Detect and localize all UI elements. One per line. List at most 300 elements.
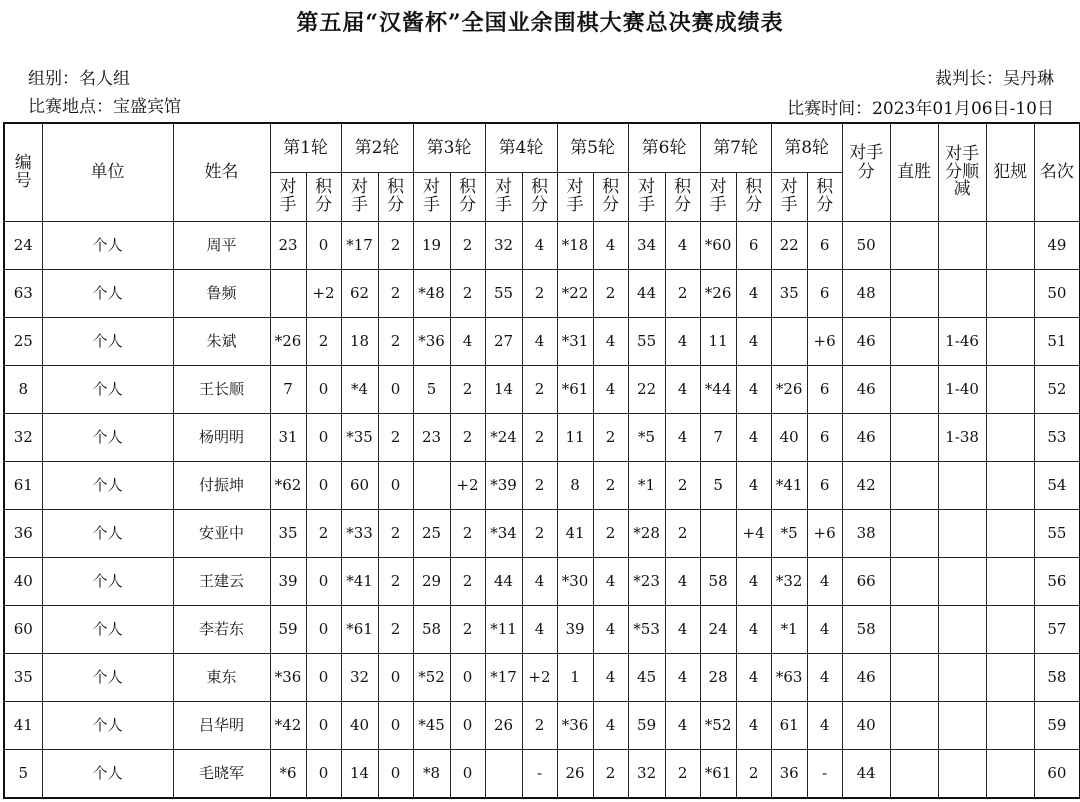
table-row — [4, 462, 1080, 510]
header-round-7-opponent: 对手 — [700, 173, 736, 222]
cell-opponent-score: 38 — [842, 510, 890, 558]
cell-round-7-points: 6 — [736, 222, 771, 270]
header-unit: 单位 — [42, 123, 173, 222]
cell-round-1-points: +2 — [306, 270, 341, 318]
cell-player-name: 毛晓军 — [173, 750, 270, 799]
cell-round-7-opponent: 28 — [700, 654, 736, 702]
cell-round-8-opponent: 40 — [771, 414, 807, 462]
cell-round-8-opponent: *26 — [771, 366, 807, 414]
cell-foul — [986, 558, 1034, 606]
header-round-2-points: 积分 — [378, 173, 413, 222]
cell-round-4-points: 4 — [522, 558, 557, 606]
cell-round-4-points: 2 — [522, 270, 557, 318]
cell-round-5-opponent: *61 — [557, 366, 593, 414]
cell-round-1-points: 2 — [306, 510, 341, 558]
cell-foul — [986, 750, 1034, 799]
cell-round-2-opponent: 14 — [341, 750, 378, 799]
cell-round-7-points: 4 — [736, 414, 771, 462]
cell-opponent-score: 66 — [842, 558, 890, 606]
cell-round-4-opponent: 27 — [485, 318, 522, 366]
cell-round-3-points: 2 — [450, 222, 485, 270]
cell-round-7-opponent: 7 — [700, 414, 736, 462]
cell-round-8-opponent: *5 — [771, 510, 807, 558]
cell-round-2-opponent: *17 — [341, 222, 378, 270]
cell-round-8-opponent: *41 — [771, 462, 807, 510]
cell-round-8-points: 4 — [807, 558, 842, 606]
cell-number: 36 — [4, 510, 42, 558]
cell-round-8-points: 6 — [807, 222, 842, 270]
cell-round-5-opponent: *18 — [557, 222, 593, 270]
cell-round-7-points: 4 — [736, 462, 771, 510]
cell-round-8-opponent: 36 — [771, 750, 807, 799]
cell-round-1-points: 0 — [306, 414, 341, 462]
cell-opponent-score: 50 — [842, 222, 890, 270]
cell-direct-win — [890, 654, 938, 702]
cell-round-2-points: 0 — [378, 702, 413, 750]
table-row — [4, 702, 1080, 750]
cell-round-1-opponent: 7 — [270, 366, 306, 414]
cell-round-7-opponent: *44 — [700, 366, 736, 414]
cell-round-5-points: 4 — [593, 558, 628, 606]
cell-round-8-points: 6 — [807, 270, 842, 318]
cell-round-4-points: 2 — [522, 366, 557, 414]
cell-player-name: 安亚中 — [173, 510, 270, 558]
cell-round-3-opponent: *45 — [413, 702, 450, 750]
cell-round-5-opponent: *22 — [557, 270, 593, 318]
cell-direct-win — [890, 702, 938, 750]
cell-round-5-opponent: 1 — [557, 654, 593, 702]
header-name: 姓名 — [173, 123, 270, 222]
cell-round-7-points: 4 — [736, 366, 771, 414]
cell-round-6-points: 2 — [665, 270, 700, 318]
cell-round-1-points: 0 — [306, 558, 341, 606]
cell-round-6-points: 4 — [665, 222, 700, 270]
cell-number: 61 — [4, 462, 42, 510]
cell-round-2-points: 0 — [378, 462, 413, 510]
cell-player-name: 杨明明 — [173, 414, 270, 462]
cell-round-5-points: 2 — [593, 750, 628, 799]
cell-round-7-opponent: 11 — [700, 318, 736, 366]
cell-round-1-opponent: 31 — [270, 414, 306, 462]
cell-round-3-opponent: 23 — [413, 414, 450, 462]
header-opponent-score-order-minus: 对手分顺减 — [938, 123, 986, 222]
cell-round-6-opponent: *23 — [628, 558, 665, 606]
cell-round-4-points: 4 — [522, 318, 557, 366]
cell-round-6-opponent: *1 — [628, 462, 665, 510]
cell-round-2-points: 0 — [378, 366, 413, 414]
cell-round-7-opponent: *26 — [700, 270, 736, 318]
cell-round-6-points: 4 — [665, 414, 700, 462]
cell-round-7-opponent: 58 — [700, 558, 736, 606]
header-number: 编号 — [4, 123, 42, 222]
header-foul: 犯规 — [986, 123, 1034, 222]
cell-direct-win — [890, 222, 938, 270]
cell-number: 60 — [4, 606, 42, 654]
cell-round-1-opponent: 35 — [270, 510, 306, 558]
cell-round-6-points: 4 — [665, 366, 700, 414]
cell-round-3-opponent: 5 — [413, 366, 450, 414]
cell-round-1-points: 0 — [306, 702, 341, 750]
cell-round-5-points: 2 — [593, 510, 628, 558]
cell-unit: 个人 — [42, 606, 173, 654]
cell-direct-win — [890, 414, 938, 462]
cell-round-7-points: 4 — [736, 318, 771, 366]
cell-round-1-opponent: *62 — [270, 462, 306, 510]
cell-round-4-points: 4 — [522, 606, 557, 654]
cell-round-8-points: 4 — [807, 654, 842, 702]
cell-round-5-opponent: *30 — [557, 558, 593, 606]
header-round-2: 第2轮 — [341, 123, 413, 173]
cell-round-1-opponent: *6 — [270, 750, 306, 799]
cell-round-3-opponent: 29 — [413, 558, 450, 606]
cell-round-6-opponent: *5 — [628, 414, 665, 462]
header-round-7-points: 积分 — [736, 173, 771, 222]
cell-round-1-opponent — [270, 270, 306, 318]
cell-direct-win — [890, 462, 938, 510]
cell-round-2-points: 0 — [378, 750, 413, 799]
cell-round-4-points: 2 — [522, 462, 557, 510]
cell-round-6-points: 4 — [665, 654, 700, 702]
cell-opponent-score-order-minus: 1-46 — [938, 318, 986, 366]
cell-round-6-opponent: 59 — [628, 702, 665, 750]
cell-round-3-opponent: *36 — [413, 318, 450, 366]
cell-round-5-opponent: 41 — [557, 510, 593, 558]
cell-round-8-points: - — [807, 750, 842, 799]
cell-round-3-opponent: 58 — [413, 606, 450, 654]
cell-round-7-points: 2 — [736, 750, 771, 799]
cell-opponent-score: 58 — [842, 606, 890, 654]
cell-round-8-points: 6 — [807, 462, 842, 510]
cell-foul — [986, 366, 1034, 414]
cell-player-name: 吕华明 — [173, 702, 270, 750]
header-opponent-score: 对手分 — [842, 123, 890, 222]
group-label: 组别：名人组 — [28, 69, 130, 89]
cell-player-name: 周平 — [173, 222, 270, 270]
header-direct-win: 直胜 — [890, 123, 938, 222]
cell-number: 40 — [4, 558, 42, 606]
cell-round-4-opponent: *34 — [485, 510, 522, 558]
cell-round-2-points: 0 — [378, 654, 413, 702]
cell-round-7-opponent — [700, 510, 736, 558]
cell-round-7-points: 4 — [736, 558, 771, 606]
cell-direct-win — [890, 270, 938, 318]
cell-opponent-score-order-minus — [938, 558, 986, 606]
cell-round-6-opponent: *53 — [628, 606, 665, 654]
cell-round-7-points: +4 — [736, 510, 771, 558]
cell-round-2-opponent: 62 — [341, 270, 378, 318]
cell-round-4-opponent: 44 — [485, 558, 522, 606]
cell-round-5-opponent: 26 — [557, 750, 593, 799]
cell-round-2-points: 2 — [378, 222, 413, 270]
cell-rank: 58 — [1034, 654, 1080, 702]
cell-round-8-opponent: 35 — [771, 270, 807, 318]
cell-round-5-opponent: 11 — [557, 414, 593, 462]
cell-round-4-points: 2 — [522, 702, 557, 750]
cell-opponent-score-order-minus: 1-38 — [938, 414, 986, 462]
cell-round-4-opponent: *39 — [485, 462, 522, 510]
table-row — [4, 750, 1080, 799]
cell-round-3-points: 2 — [450, 366, 485, 414]
cell-number: 41 — [4, 702, 42, 750]
cell-foul — [986, 654, 1034, 702]
cell-round-6-points: 2 — [665, 750, 700, 799]
cell-round-3-opponent — [413, 462, 450, 510]
cell-round-2-opponent: *33 — [341, 510, 378, 558]
cell-foul — [986, 318, 1034, 366]
cell-unit: 个人 — [42, 750, 173, 799]
cell-round-6-points: 4 — [665, 606, 700, 654]
cell-opponent-score-order-minus — [938, 222, 986, 270]
cell-round-8-opponent: 22 — [771, 222, 807, 270]
cell-opponent-score-order-minus — [938, 510, 986, 558]
cell-player-name: 鲁频 — [173, 270, 270, 318]
cell-round-6-points: 2 — [665, 510, 700, 558]
cell-player-name: 王建云 — [173, 558, 270, 606]
cell-player-name: 付振坤 — [173, 462, 270, 510]
cell-round-7-opponent: *60 — [700, 222, 736, 270]
cell-round-6-opponent: 44 — [628, 270, 665, 318]
cell-number: 8 — [4, 366, 42, 414]
cell-round-2-opponent: 40 — [341, 702, 378, 750]
cell-round-2-opponent: 60 — [341, 462, 378, 510]
cell-foul — [986, 414, 1034, 462]
cell-round-1-points: 0 — [306, 222, 341, 270]
cell-round-1-opponent: 23 — [270, 222, 306, 270]
cell-round-7-points: 4 — [736, 702, 771, 750]
cell-round-5-points: 4 — [593, 318, 628, 366]
cell-round-3-points: 4 — [450, 318, 485, 366]
cell-round-3-points: 2 — [450, 414, 485, 462]
cell-round-7-points: 4 — [736, 606, 771, 654]
cell-round-2-points: 2 — [378, 606, 413, 654]
cell-player-name: 東东 — [173, 654, 270, 702]
cell-direct-win — [890, 318, 938, 366]
header-round-7: 第7轮 — [700, 123, 771, 173]
cell-round-6-points: 4 — [665, 558, 700, 606]
cell-rank: 55 — [1034, 510, 1080, 558]
cell-round-6-points: 2 — [665, 462, 700, 510]
cell-round-8-points: 6 — [807, 366, 842, 414]
cell-round-1-points: 0 — [306, 366, 341, 414]
cell-opponent-score-order-minus — [938, 270, 986, 318]
cell-round-7-opponent: *61 — [700, 750, 736, 799]
cell-opponent-score: 48 — [842, 270, 890, 318]
cell-round-6-points: 4 — [665, 318, 700, 366]
cell-round-5-points: 4 — [593, 606, 628, 654]
cell-opponent-score: 46 — [842, 654, 890, 702]
cell-foul — [986, 702, 1034, 750]
header-round-1: 第1轮 — [270, 123, 341, 173]
cell-rank: 54 — [1034, 462, 1080, 510]
cell-round-1-points: 0 — [306, 462, 341, 510]
table-row — [4, 222, 1080, 270]
cell-round-3-points: 2 — [450, 606, 485, 654]
cell-round-3-opponent: 25 — [413, 510, 450, 558]
cell-round-4-points: - — [522, 750, 557, 799]
header-round-3: 第3轮 — [413, 123, 485, 173]
cell-round-5-opponent: 8 — [557, 462, 593, 510]
cell-round-2-opponent: 32 — [341, 654, 378, 702]
cell-round-6-opponent: 45 — [628, 654, 665, 702]
cell-unit: 个人 — [42, 366, 173, 414]
cell-rank: 49 — [1034, 222, 1080, 270]
cell-round-5-points: 4 — [593, 222, 628, 270]
cell-rank: 56 — [1034, 558, 1080, 606]
cell-round-5-points: 4 — [593, 702, 628, 750]
table-row — [4, 654, 1080, 702]
table-row — [4, 366, 1080, 414]
header-round-5-opponent: 对手 — [557, 173, 593, 222]
cell-round-4-points: 2 — [522, 414, 557, 462]
cell-round-8-points: 4 — [807, 606, 842, 654]
cell-round-6-opponent: *28 — [628, 510, 665, 558]
cell-player-name: 王长顺 — [173, 366, 270, 414]
header-round-3-opponent: 对手 — [413, 173, 450, 222]
cell-direct-win — [890, 558, 938, 606]
header-round-1-opponent: 对手 — [270, 173, 306, 222]
date-label: 比赛时间：2023年01月06日-10日 — [787, 99, 1054, 119]
cell-round-5-opponent: *31 — [557, 318, 593, 366]
cell-round-8-opponent: *1 — [771, 606, 807, 654]
cell-round-3-points: 0 — [450, 654, 485, 702]
header-round-3-points: 积分 — [450, 173, 485, 222]
cell-opponent-score: 46 — [842, 318, 890, 366]
venue-label: 比赛地点：宝盛宾馆 — [28, 97, 181, 117]
cell-round-3-points: 0 — [450, 750, 485, 799]
cell-round-3-opponent: 19 — [413, 222, 450, 270]
cell-round-1-points: 2 — [306, 318, 341, 366]
table-row — [4, 606, 1080, 654]
table-row — [4, 318, 1080, 366]
cell-round-1-points: 0 — [306, 654, 341, 702]
cell-opponent-score: 40 — [842, 702, 890, 750]
cell-round-6-opponent: 22 — [628, 366, 665, 414]
cell-round-3-points: 0 — [450, 702, 485, 750]
cell-round-7-opponent: *52 — [700, 702, 736, 750]
cell-opponent-score-order-minus — [938, 702, 986, 750]
cell-round-1-points: 0 — [306, 750, 341, 799]
cell-opponent-score-order-minus — [938, 750, 986, 799]
cell-round-6-points: 4 — [665, 702, 700, 750]
cell-opponent-score: 44 — [842, 750, 890, 799]
cell-round-4-points: +2 — [522, 654, 557, 702]
cell-foul — [986, 270, 1034, 318]
header-round-8-points: 积分 — [807, 173, 842, 222]
header-round-1-points: 积分 — [306, 173, 341, 222]
cell-round-2-opponent: 18 — [341, 318, 378, 366]
header-round-4-opponent: 对手 — [485, 173, 522, 222]
header-round-8: 第8轮 — [771, 123, 842, 173]
cell-unit: 个人 — [42, 558, 173, 606]
cell-round-3-points: 2 — [450, 558, 485, 606]
cell-round-5-points: 4 — [593, 654, 628, 702]
cell-round-8-opponent: 61 — [771, 702, 807, 750]
table-row — [4, 414, 1080, 462]
cell-round-8-opponent — [771, 318, 807, 366]
cell-round-5-opponent: *36 — [557, 702, 593, 750]
cell-opponent-score: 46 — [842, 366, 890, 414]
cell-rank: 51 — [1034, 318, 1080, 366]
cell-round-7-opponent: 24 — [700, 606, 736, 654]
cell-round-1-points: 0 — [306, 606, 341, 654]
header-round-4-points: 积分 — [522, 173, 557, 222]
cell-unit: 个人 — [42, 414, 173, 462]
cell-player-name: 李若东 — [173, 606, 270, 654]
cell-round-3-points: +2 — [450, 462, 485, 510]
header-round-8-opponent: 对手 — [771, 173, 807, 222]
header-round-6: 第6轮 — [628, 123, 700, 173]
cell-unit: 个人 — [42, 270, 173, 318]
header-round-5: 第5轮 — [557, 123, 628, 173]
cell-round-4-opponent — [485, 750, 522, 799]
cell-rank: 50 — [1034, 270, 1080, 318]
cell-round-3-points: 2 — [450, 270, 485, 318]
cell-direct-win — [890, 750, 938, 799]
header-round-6-points: 积分 — [665, 173, 700, 222]
cell-round-4-opponent: 55 — [485, 270, 522, 318]
cell-foul — [986, 510, 1034, 558]
cell-unit: 个人 — [42, 702, 173, 750]
cell-round-3-opponent: *52 — [413, 654, 450, 702]
cell-round-2-points: 2 — [378, 510, 413, 558]
cell-round-1-opponent: 39 — [270, 558, 306, 606]
header-round-2-opponent: 对手 — [341, 173, 378, 222]
cell-rank: 57 — [1034, 606, 1080, 654]
cell-foul — [986, 222, 1034, 270]
chief-judge-label: 裁判长：吴丹琳 — [935, 69, 1054, 89]
cell-round-2-opponent: *61 — [341, 606, 378, 654]
cell-round-8-points: +6 — [807, 510, 842, 558]
cell-round-8-opponent: *63 — [771, 654, 807, 702]
results-table — [3, 122, 1080, 799]
cell-rank: 52 — [1034, 366, 1080, 414]
cell-unit: 个人 — [42, 462, 173, 510]
table-row — [4, 270, 1080, 318]
cell-round-2-opponent: *41 — [341, 558, 378, 606]
table-row — [4, 558, 1080, 606]
cell-round-6-opponent: 34 — [628, 222, 665, 270]
cell-round-2-points: 2 — [378, 414, 413, 462]
cell-unit: 个人 — [42, 510, 173, 558]
cell-round-1-opponent: *36 — [270, 654, 306, 702]
cell-round-7-opponent: 5 — [700, 462, 736, 510]
cell-round-8-points: 6 — [807, 414, 842, 462]
cell-foul — [986, 462, 1034, 510]
cell-opponent-score: 46 — [842, 414, 890, 462]
cell-round-1-opponent: *42 — [270, 702, 306, 750]
cell-round-3-points: 2 — [450, 510, 485, 558]
cell-rank: 53 — [1034, 414, 1080, 462]
table-row — [4, 510, 1080, 558]
cell-number: 32 — [4, 414, 42, 462]
cell-round-4-opponent: 26 — [485, 702, 522, 750]
cell-round-5-points: 2 — [593, 270, 628, 318]
cell-opponent-score-order-minus — [938, 654, 986, 702]
cell-round-5-points: 2 — [593, 414, 628, 462]
cell-round-4-points: 2 — [522, 510, 557, 558]
cell-unit: 个人 — [42, 318, 173, 366]
cell-foul — [986, 606, 1034, 654]
cell-rank: 59 — [1034, 702, 1080, 750]
cell-round-4-opponent: 32 — [485, 222, 522, 270]
cell-round-8-points: +6 — [807, 318, 842, 366]
cell-round-7-points: 4 — [736, 270, 771, 318]
cell-opponent-score: 42 — [842, 462, 890, 510]
cell-number: 35 — [4, 654, 42, 702]
cell-opponent-score-order-minus — [938, 606, 986, 654]
cell-opponent-score-order-minus: 1-40 — [938, 366, 986, 414]
cell-round-4-opponent: *17 — [485, 654, 522, 702]
